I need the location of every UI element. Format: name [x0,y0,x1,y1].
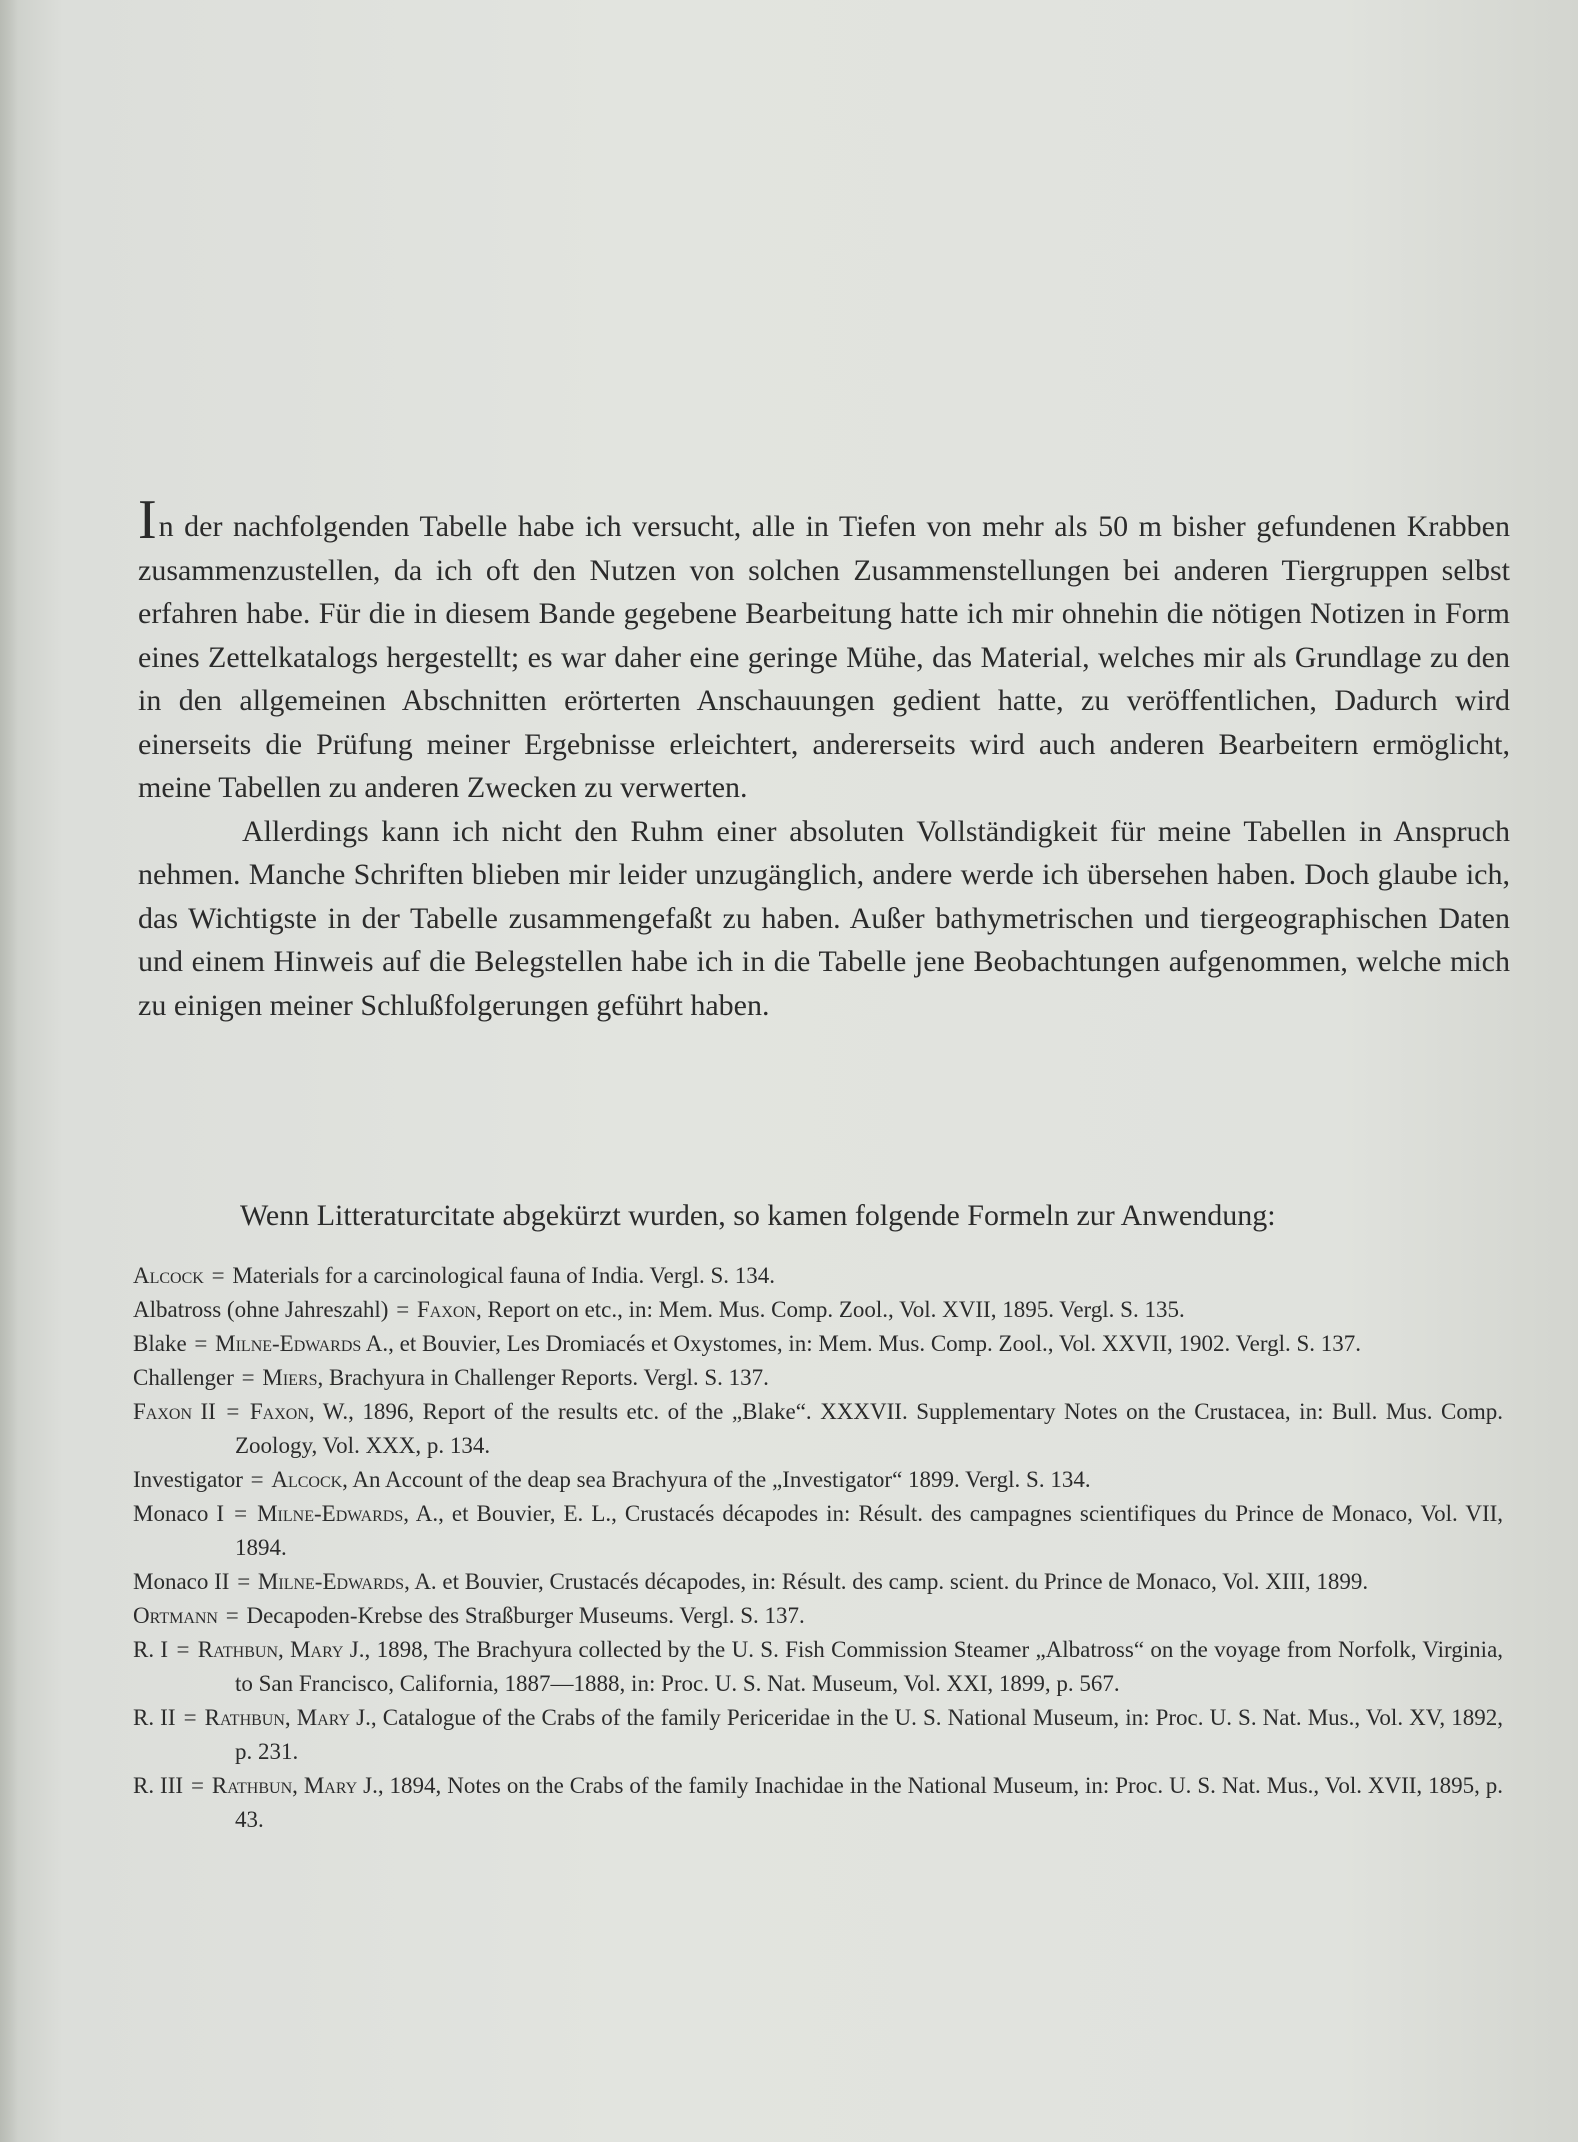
reference-entry [133,1293,1503,1327]
reference-author: Miers, [262,1365,324,1390]
reference-text: A. et Bouvier, Crustacés décapodes, in: Résult. des camp. scient. du Prince de Monaco, Vol. XIII, 1899. [414,1569,1369,1594]
paragraph-2: Allerdings kann ich nicht den Ruhm einer absoluten Vollständigkeit für meine Tabellen in Anspruch nehmen. Manche Schriften blieben mir leider unzugänglich, andere werde ich übersehen haben. Doch glaube ich, das Wichtigste in der Tabelle zusammengefaßt zu haben. Außer bathymetrischen und tiergeographischen Daten und einem Hinweis auf die Belegstellen habe ich in die Tabelle jene Beobachtungen aufgenommen, welche mich zu einigen meiner Schlußfolgerungen geführt haben. [138,814,1510,1022]
reference-key: Ortmann [133,1603,218,1628]
reference-key: Monaco II [133,1569,230,1594]
equals-sign: = [190,1773,204,1798]
reference-text: A., et Bouvier, E. L., Crustacés décapodes in: Résult. des campagnes scientifiques du Prince de Monaco, Vol. VII, 1894. [235,1501,1504,1560]
equals-sign: = [183,1705,197,1730]
reference-key: Challenger [133,1365,234,1390]
reference-entry [133,1633,1503,1701]
reference-key: Blake [133,1331,187,1356]
reference-text: An Account of the deap sea Brachyura of the „Investigator“ 1899. Vergl. S. 134. [352,1467,1091,1492]
equals-sign: = [176,1637,190,1662]
reference-key: Investigator [133,1467,243,1492]
reference-entry [133,1599,1503,1633]
equals-sign: = [396,1297,410,1322]
reference-text: 1898, The Brachyura collected by the U. S. Fish Commission Steamer „Albatross“ on the voyage from Norfolk, Virginia, to San Francisco, California, 1887—1888, in: Proc. U. S. Nat. Museum, Vol. XXI, 1899, p. 567. [235,1637,1504,1696]
reference-text: 1894, Notes on the Crabs of the family Inachidae in the National Museum, in: Proc. U. S. Nat. Mus., Vol. XVII, 1895, p. 43. [235,1773,1504,1832]
reference-key: R. III [133,1773,184,1798]
reference-author: Rathbun, Mary J., [197,1637,371,1662]
equals-sign: = [234,1501,248,1526]
reference-key: Albatross (ohne Jahreszahl) [133,1297,389,1322]
reference-author: Rathbun, Mary J., [204,1705,377,1730]
reference-entry [133,1259,1503,1293]
paragraph-1 [138,489,1510,810]
reference-author: Faxon, [249,1399,315,1424]
equals-sign: = [211,1263,225,1288]
reference-entry [133,1395,1503,1463]
reference-text: Catalogue of the Crabs of the family Periceridae in the U. S. National Museum, in: Proc. U. S. Nat. Mus., Vol. XV, 1892, p. 231. [235,1705,1504,1764]
intro-text [138,489,1510,1027]
reference-entry [133,1565,1503,1599]
reference-entry [133,1463,1503,1497]
equals-sign: = [250,1467,264,1492]
reference-text: Brachyura in Challenger Reports. Vergl. S. 137. [329,1365,769,1390]
reference-key: R. II [133,1705,176,1730]
reference-entry [133,1701,1503,1769]
reference-author: Rathbun, Mary J., [211,1773,384,1798]
reference-author: Milne-Edwards [215,1331,362,1356]
equals-sign: = [237,1569,251,1594]
equals-sign: = [194,1331,208,1356]
reference-entry [133,1769,1503,1837]
drop-cap: I [138,489,157,551]
abbreviation-intro: Wenn Litteraturcitate abgekürzt wurden, so kamen folgende Formeln zur Anwendung: [240,1199,1276,1232]
reference-list [133,1259,1503,1837]
reference-author: Faxon, [416,1297,482,1322]
reference-entry [133,1361,1503,1395]
reference-entry [133,1327,1503,1361]
reference-entry [133,1497,1503,1565]
paragraph-1-text: n der nachfolgenden Tabelle habe ich versucht, alle in Tiefen von mehr als 50 m bisher gefundenen Krabben zusammenzustellen, da ich oft den Nutzen von solchen Zusammenstellungen bei anderen Tiergruppen selbst erfahren habe. Für die in diesem Bande gegebene Bearbeitung hatte ich mir ohnehin die nötigen Notizen in Form eines Zettelkatalogs hergestellt; es war daher eine geringe Mühe, das Material, welches mir als Grundlage zu den in den allgemeinen Abschnitten erörterten Anschauungen gedient hatte, zu veröffentlichen, Dadurch wird einerseits die Prüfung meiner Ergebnisse erleichtert, andererseits wird auch anderen Bearbeitern ermöglicht, meine Tabellen zu anderen Zwecken zu verwerten. [138,510,1510,804]
reference-author: Milne-Edwards, [257,1501,410,1526]
reference-text: W., 1896, Report of the results etc. of the „Blake“. XXXVII. Supplementary Notes on the Crustacea, in: Bull. Mus. Comp. Zoology, Vol. XXX, p. 134. [235,1399,1503,1458]
reference-author: Alcock, [271,1467,348,1492]
equals-sign: = [241,1365,255,1390]
equals-sign: = [225,1603,239,1628]
reference-text: Report on etc., in: Mem. Mus. Comp. Zool., Vol. XVII, 1895. Vergl. S. 135. [487,1297,1185,1322]
page-gutter-shadow [0,0,18,2142]
reference-key: Alcock [133,1263,204,1288]
reference-author: Milne-Edwards, [257,1569,410,1594]
reference-text: Materials for a carcinological fauna of India. Vergl. S. 134. [232,1263,775,1288]
reference-key: Monaco I [133,1501,225,1526]
reference-key: R. I [133,1637,169,1662]
equals-sign: = [226,1399,240,1424]
reference-text: A., et Bouvier, Les Dromiacés et Oxystomes, in: Mem. Mus. Comp. Zool., Vol. XXVII, 1902. Vergl. S. 137. [365,1331,1362,1356]
reference-text: Decapoden-Krebse des Straßburger Museums. Vergl. S. 137. [246,1603,805,1628]
reference-key: Faxon II [133,1399,216,1424]
